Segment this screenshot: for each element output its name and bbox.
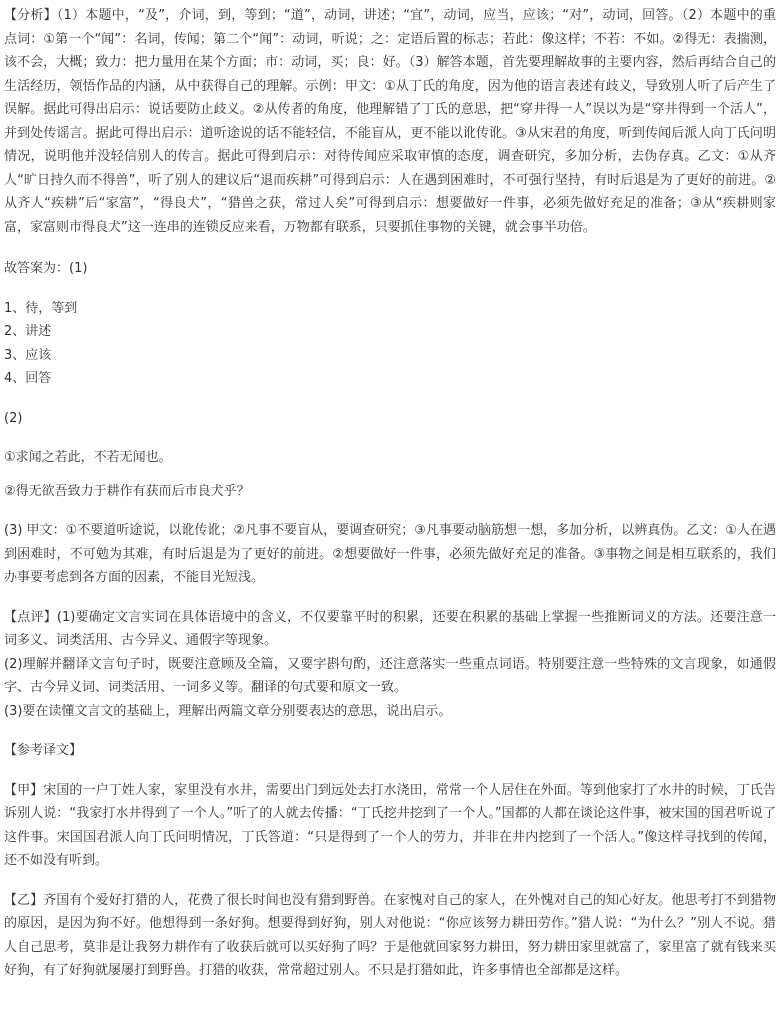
comment-line: 【点评】(1)要确定文言实词在具体语境中的含义，不仅要靠平时的积累，还要在积累的基础上掌握一些推断词义的方法。还要注意一词多义、词类活用、古今异义、通假字等现象。 (4, 609, 776, 648)
answer-intro: 故答案为：(1) (4, 261, 88, 276)
comment-line: (3)要在读懂文言文的基础上，理解出两篇文章分别要表达的意思，说出启示。 (4, 703, 452, 719)
answer-part1-item: 2、讲述 (4, 324, 52, 339)
answer-part1-item: 4、回答 (4, 371, 52, 386)
answer-part1-item: 1、待，等到 (4, 300, 78, 316)
answer-part1-item: 3、应该 (4, 347, 52, 363)
analysis-paragraph: 【分析】（1）本题中，“及”，介词，到，等到；“道”，动词，讲述；“宜”，动词，应当，应该；“对”，动词，回答。（2）本题中的重点词：①第一个“闻”：名词，传闻；第二个“闻”：动词，听说；之：定语后置的标志；若此：像这样；不若：不如。②得无：表揣测，该不会，大概；致力：把力量用在某个方面；市：动词，买；良：好。（3）解答本题，首先要理解故事的主要内容，然后再结合自己的生活经历，领悟作品的内涵，从中获得自己的理解。示例：甲文：①从丁氏的角度，因为他的语言表述有歧义，导致别人听了后产生了误解。据此可得出启示：说话要防止歧义。②从传者的角度，他理解错了丁氏的意思，把“穿井得一人”误以为是“穿井得到一个活人”，并到处传谣言。据此可得出启示：道听途说的话不能轻信，不能盲从，更不能以讹传讹。③从宋君的角度，听到传闻后派人向丁氏问明情况，说明他并没轻信别人的传言。据此可得到启示：对待传闻应采取审慎的态度，调查研究，多加分析，去伪存真。乙文：①从齐人“旷日持久而不得兽”，听了别人的建议后“退而疾耕”可得到启示：人在遇到困难时，不可强行坚持，有时后退是为了更好的前进。②从齐人“疾耕”后“家富”，“得良犬”，“猎兽之获，常过人矣”可得到启示：想要做好一件事，必须先做好充足的准备；③从“疾耕则家富，家富则市得良犬”这一连串的连锁反应来看，万物都有联系，只要抓住事物的关键，就会事半功倍。 (4, 8, 776, 235)
translation-yi: 【乙】齐国有个爱好打猎的人，花费了很长时间也没有猎到野兽。在家愧对自己的家人，在外愧对自己的知心好友。他思考打不到猎物的原因，是因为狗不好。他想得到一条好狗。想要得到好狗，别人对他说：“你应该努力耕田劳作。”猎人说：“为什么？”别人不说。猎人自己思考，莫非是让我努力耕作有了收获后就可以买好狗了吗？于是他就回家努力耕田，努力耕田家里就富了，家里富了就有钱来买好狗，有了好狗就屡屡打到野兽。打猎的收获，常常超过别人。不只是打猎如此，许多事情也全部都是这样。 (4, 892, 776, 978)
answer-part2-item: ②得无欲吾致力于耕作有获而后市良犬乎？ (4, 483, 250, 499)
answer-part2-label: (2) (4, 410, 23, 426)
comment-line: (2)理解并翻译文言句子时，既要注意顾及全篇，又要字斟句酌，还注意落实一些重点词语。特别要注意一些特殊的文言现象，如通假字、古今异义词、词类活用、一词多义等。翻译的句式要和原文一致。 (4, 656, 776, 695)
answer-part2-item: ①求闻之若此，不若无闻也。 (4, 450, 172, 465)
answer-part3: (3) 甲文：①不要道听途说，以讹传讹；②凡事不要盲从，要调查研究；③凡事要动脑筋想一想，多加分析，以辨真伪。乙文：①人在遇到困难时，不可勉为其难，有时后退是为了更好的前进。②想要做好一件事，必须先做好充足的准备。③事物之间是相互联系的，我们办事要考虑到各方面的因素，不能目光短浅。 (4, 523, 776, 585)
translation-heading: 【参考译文】 (4, 743, 83, 758)
translation-jia: 【甲】宋国的一户丁姓人家，家里没有水井，需要出门到远处去打水浇田，常常一个人居住在外面。等到他家打了水井的时候，丁氏告诉别人说：“我家打水井得到了一个人。”听了的人就去传播：“丁氏挖井挖到了一个人。”国都的人都在谈论这件事，被宋国的国君听说了这件事。宋国国君派人向丁氏问明情况，丁氏答道：“只是得到了一个人的劳力，并非在井内挖到了一个活人。”像这样寻找到的传闻，还不如没有听到。 (4, 782, 776, 868)
answer-part1-list (4, 297, 776, 391)
comment-section (4, 606, 776, 724)
